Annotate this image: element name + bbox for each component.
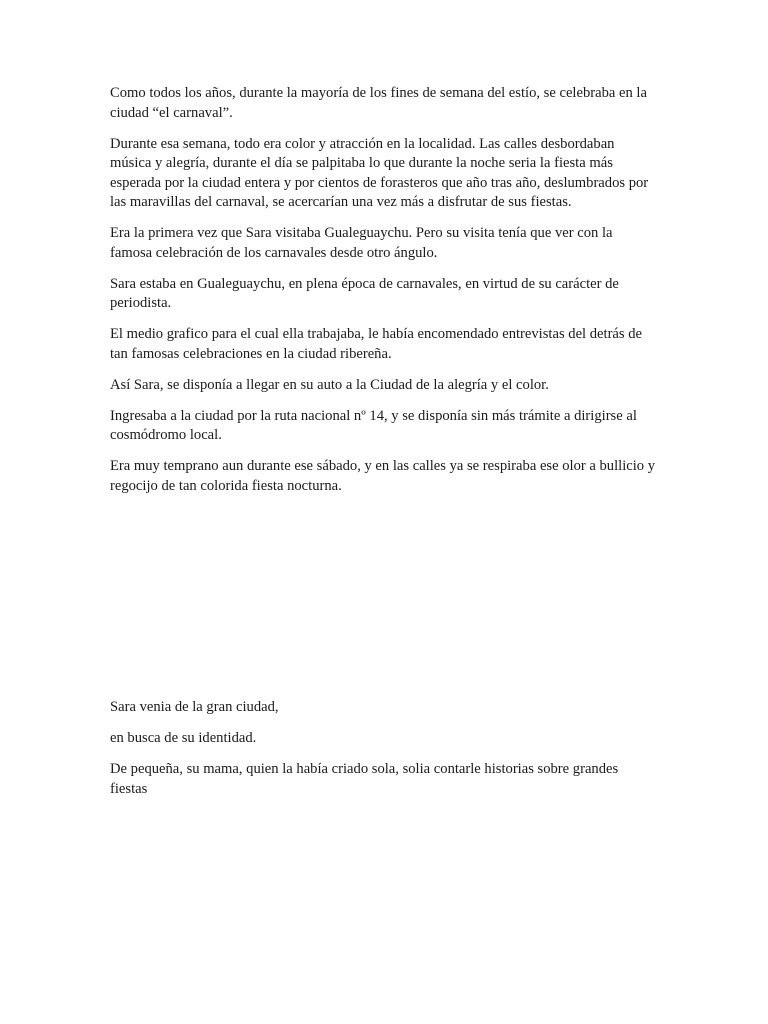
paragraph: Sara estaba en Gualeguaychu, en plena época de carnavales, en virtud de su carácter de periodista. xyxy=(110,275,619,311)
paragraph: El medio grafico para el cual ella trabajaba, le había encomendado entrevistas del detrás de tan famosas celebraciones en la ciudad ribereña. xyxy=(110,326,643,362)
paragraph: Así Sara, se disponía a llegar en su auto a la Ciudad de la alegría y el color. xyxy=(110,376,549,393)
paragraph: De pequeña, su mama, quien la había criado sola, solia contarle historias sobre grandes fiestas xyxy=(110,761,619,797)
paragraph: en busca de su identidad. xyxy=(110,730,257,746)
paragraph: Era la primera vez que Sara visitaba Gualeguaychu. Pero su visita tenía que ver con la famosa celebración de los carnavales desde otro ángulo. xyxy=(110,225,613,261)
paragraph: Como todos los años, durante la mayoría de los fines de semana del estío, se celebraba en la ciudad “el carnaval”. xyxy=(110,85,647,121)
document-body-bottom xyxy=(110,698,658,811)
document-body-top xyxy=(110,84,658,508)
paragraph: Sara venia de la gran ciudad, xyxy=(110,699,279,715)
paragraph: Ingresaba a la ciudad por la ruta nacional nº 14, y se disponía sin más trámite a dirigirse al cosmódromo local. xyxy=(110,407,637,443)
paragraph: Era muy temprano aun durante ese sábado, y en las calles ya se respiraba ese olor a bullicio y regocijo de tan colorida fiesta nocturna. xyxy=(110,458,656,494)
paragraph: Durante esa semana, todo era color y atracción en la localidad. Las calles desbordaban música y alegría, durante el día se palpitaba lo que durante la noche seria la fiesta más esperada por la ciudad entera y por cientos de forasteros que año tras año, deslumbrados por las maravillas del carnaval, se acercarían una vez más a disfrutar de sus fiestas. xyxy=(110,135,649,210)
